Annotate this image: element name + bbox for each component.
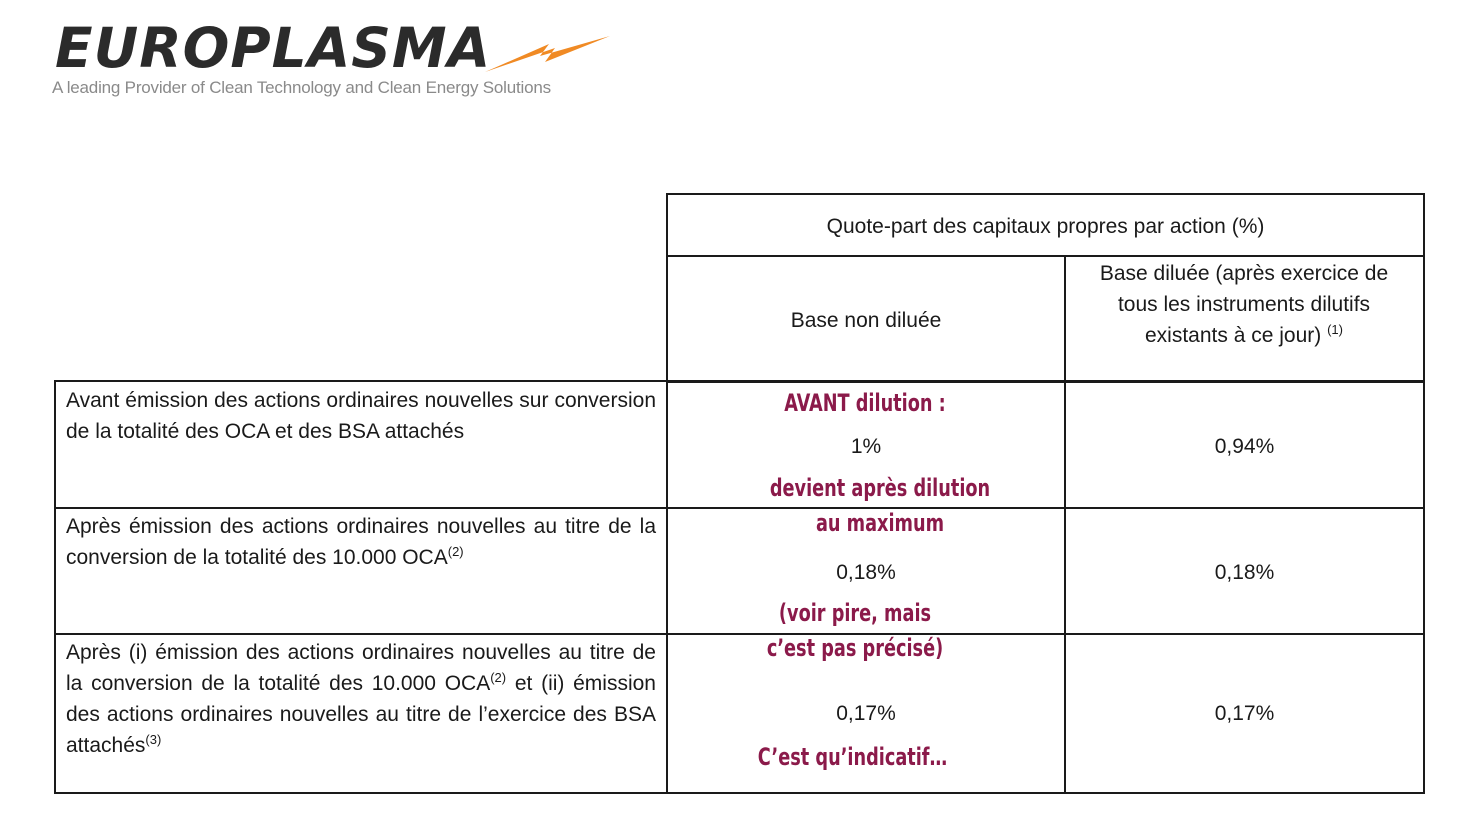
annotation-pas-precise: c’est pas précisé): [766, 634, 944, 662]
value-non-diluted-3: 0,17%: [836, 702, 896, 725]
value-diluted-1: 0,94%: [1214, 435, 1275, 458]
annotation-avant-dilution: AVANT dilution :: [784, 389, 946, 417]
logo-flash-icon: [485, 30, 610, 78]
logo-wordmark: EUROPLASMA: [55, 16, 492, 80]
column-header-non-diluted: Base non diluée: [790, 309, 942, 332]
column-header-diluted-label: Base diluée (après exercice de tous les instruments dilutifs existants à ce jour): [1099, 262, 1389, 347]
value-non-diluted-2: 0,18%: [836, 561, 896, 584]
row-label-1-text: Avant émission des actions ordinaires nouvelles sur conversion de la totalité des OCA et des BSA attachés: [66, 389, 656, 443]
column-divider-header: [1064, 255, 1066, 383]
row-label-2: [66, 511, 656, 573]
value-diluted-3: 0,17%: [1214, 702, 1275, 725]
footnote-marker: (1): [1327, 322, 1343, 337]
annotation-indicatif: C’est qu’indicatif…: [757, 743, 948, 771]
europlasma-logo: [52, 16, 565, 108]
value-non-diluted-1: 1%: [850, 435, 882, 458]
column-header-diluted: [1080, 258, 1408, 351]
row-label-1: [66, 385, 656, 447]
row-label-3-text-a: Après (i) émission des actions ordinaires nouvelles au titre de la conversion de la totalité des 10.000 OCA: [66, 641, 656, 695]
footnote-marker: (3): [145, 732, 162, 747]
row-label-3-text-b: et (ii) émission des actions ordinaires nouvelles au titre de l’exercice des BSA attachés: [66, 672, 656, 757]
row-label-3: [66, 637, 656, 761]
header-divider: [666, 255, 1425, 257]
footnote-marker: (2): [447, 544, 464, 559]
annotation-au-maximum: au maximum: [815, 509, 945, 537]
value-diluted-2: 0,18%: [1214, 561, 1275, 584]
annotation-voir-pire: (voir pire, mais: [778, 599, 932, 627]
group-header: Quote-part des capitaux propres par action (%): [826, 215, 1265, 238]
annotation-devient-apres-dilution: devient après dilution: [769, 474, 991, 502]
row-label-2-text: Après émission des actions ordinaires nouvelles au titre de la conversion de la totalité des 10.000 OCA: [66, 515, 656, 569]
logo-tagline: A leading Provider of Clean Technology and Clean Energy Solutions: [52, 78, 551, 97]
footnote-marker: (2): [490, 670, 507, 685]
